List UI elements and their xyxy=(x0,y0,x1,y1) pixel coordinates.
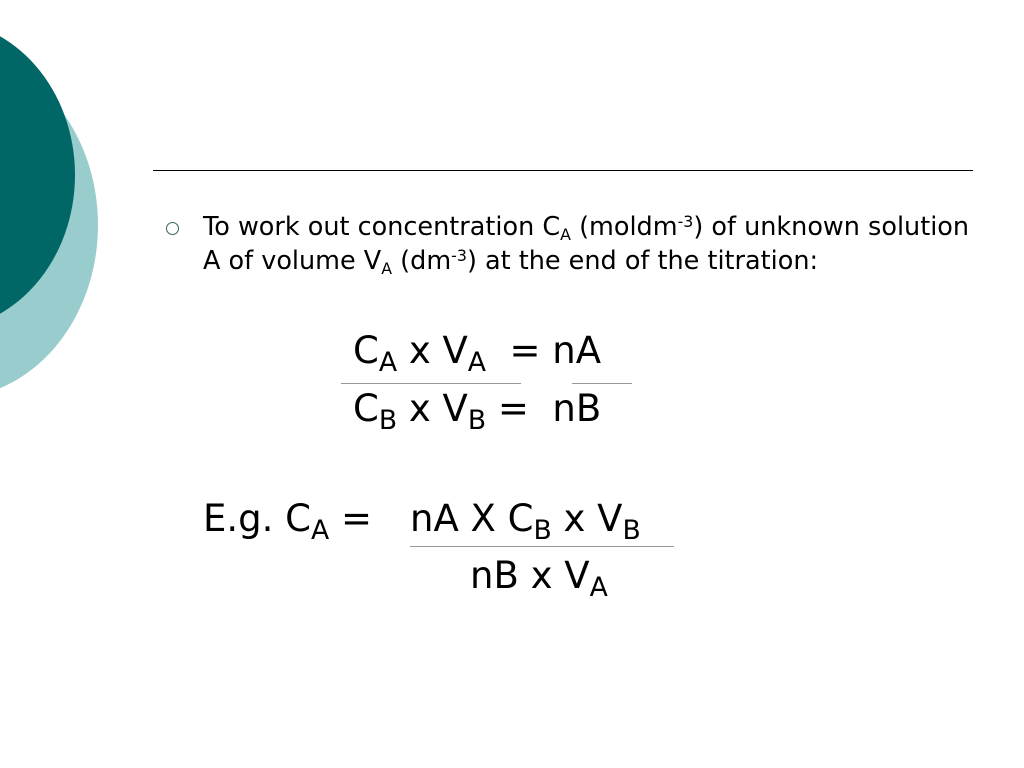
intro-paragraph xyxy=(203,210,983,278)
eq-subscript: B xyxy=(533,514,552,546)
eq-symbol: x V xyxy=(397,329,468,372)
eq-symbol: x V xyxy=(397,387,468,430)
intro-superscript: -3 xyxy=(677,212,694,232)
intro-text: To work out concentration C xyxy=(203,212,561,242)
intro-text: ) at the end of the titration: xyxy=(466,246,819,276)
intro-subscript: A xyxy=(560,224,571,244)
eq-symbol: = nA xyxy=(486,329,602,372)
fraction-line-eg xyxy=(410,546,674,547)
eq-subscript: A xyxy=(589,571,608,603)
eq-subscript: B xyxy=(622,514,641,546)
equation1-denominator xyxy=(353,387,602,436)
intro-subscript: A xyxy=(381,258,393,278)
intro-text: (dm xyxy=(392,246,452,276)
eq-symbol: E.g. C xyxy=(203,497,311,540)
bullet-icon xyxy=(166,222,179,235)
equation2-numerator xyxy=(410,497,641,546)
eq-symbol: C xyxy=(353,329,379,372)
equation2-lhs xyxy=(203,497,384,546)
intro-superscript: -3 xyxy=(451,246,467,266)
eq-subscript: A xyxy=(467,346,487,378)
eq-symbol: = xyxy=(329,497,384,540)
eq-subscript: B xyxy=(467,404,487,436)
equation1-numerator xyxy=(353,329,602,378)
title-divider xyxy=(153,170,973,171)
eq-symbol: x V xyxy=(551,497,623,540)
eq-subscript: B xyxy=(378,404,398,436)
eq-symbol: = nB xyxy=(486,387,602,430)
eq-symbol: C xyxy=(353,387,379,430)
eq-subscript: A xyxy=(310,514,330,546)
eq-subscript: A xyxy=(378,346,398,378)
fraction-line-right xyxy=(572,383,632,384)
eq-symbol: nA X C xyxy=(410,497,534,540)
eq-symbol: nB x V xyxy=(470,554,590,597)
fraction-line-left xyxy=(341,383,521,384)
intro-text: (moldm xyxy=(570,212,678,242)
equation2-denominator xyxy=(470,554,608,603)
intro-text: ) of unknown solution A of volume V xyxy=(203,212,970,276)
